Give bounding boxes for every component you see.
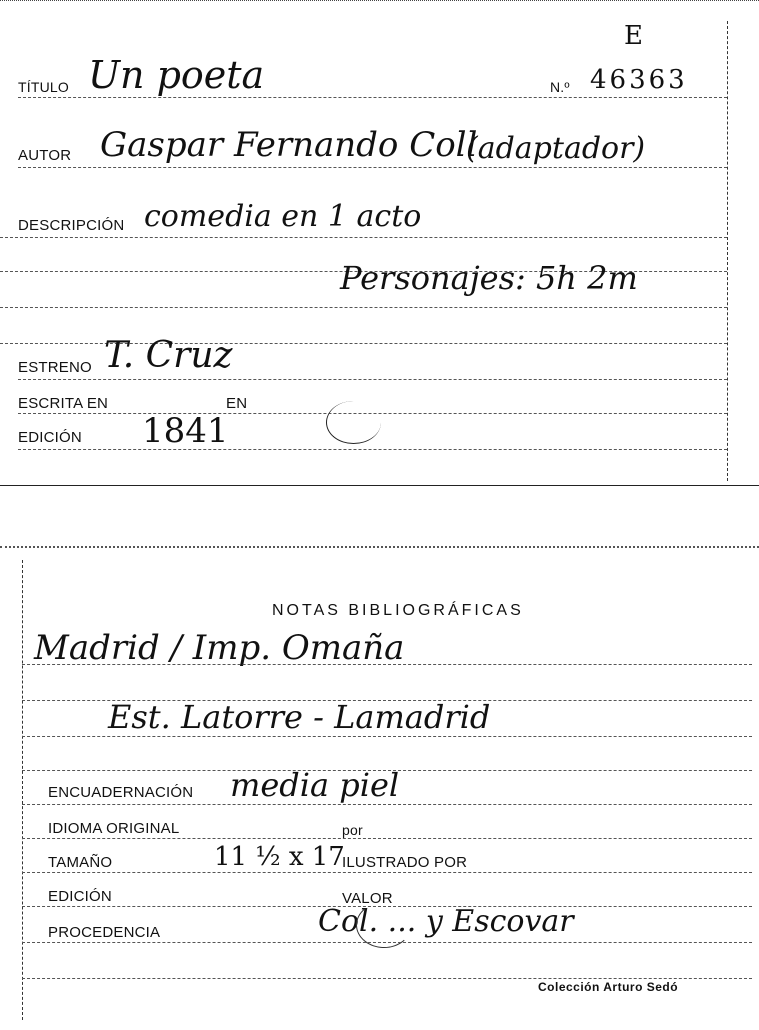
edicion-label: EDICIÓN bbox=[18, 429, 82, 446]
back-rule-6 bbox=[22, 838, 752, 839]
card-bottom-edge bbox=[0, 485, 759, 486]
back-rule-10 bbox=[22, 978, 752, 979]
numero-value: 46363 bbox=[590, 65, 688, 95]
back-edicion-label: EDICIÓN bbox=[48, 888, 112, 905]
autor-value: Gaspar Fernando Coll bbox=[100, 125, 478, 165]
numero-label: N.º bbox=[550, 79, 570, 95]
titulo-value: Un poeta bbox=[88, 53, 265, 97]
back-rule-2 bbox=[22, 700, 752, 701]
card-left-edge bbox=[22, 560, 23, 1020]
catalog-card-back bbox=[0, 546, 759, 1030]
back-rule-1 bbox=[22, 664, 752, 665]
rule-9 bbox=[18, 449, 727, 450]
edicion-value: 1841 bbox=[142, 411, 229, 451]
card-right-edge bbox=[727, 21, 728, 481]
encuadernacion-value: media piel bbox=[230, 766, 400, 804]
back-rule-3 bbox=[22, 736, 752, 737]
descripcion-value: comedia en 1 acto bbox=[144, 199, 422, 234]
estreno-value: T. Cruz bbox=[104, 335, 233, 376]
rule-1 bbox=[18, 97, 727, 98]
procedencia-value: Col. ... y Escovar bbox=[318, 904, 574, 939]
valor-label: VALOR bbox=[342, 890, 393, 907]
notes-line-1: Madrid / Imp. Omaña bbox=[34, 628, 405, 668]
encuadernacion-label: ENCUADERNACIÓN bbox=[48, 784, 194, 801]
estreno-label: ESTRENO bbox=[18, 359, 92, 376]
back-rule-5 bbox=[22, 804, 752, 805]
ilustrado-por-label: ILUSTRADO POR bbox=[342, 854, 468, 871]
rule-3 bbox=[0, 237, 727, 238]
procedencia-label: PROCEDENCIA bbox=[48, 924, 161, 941]
tamano-label: TAMAÑO bbox=[48, 854, 113, 871]
collection-credit: Colección Arturo Sedó bbox=[538, 980, 679, 994]
idioma-por-label: por bbox=[342, 822, 363, 838]
back-rule-7 bbox=[22, 872, 752, 873]
idioma-label: IDIOMA ORIGINAL bbox=[48, 820, 180, 837]
escrita-en-second-label: EN bbox=[226, 395, 248, 412]
punch-hole bbox=[326, 401, 381, 444]
rule-7 bbox=[18, 379, 727, 380]
corner-letter: E bbox=[624, 21, 643, 51]
rule-2 bbox=[18, 167, 727, 168]
autor-label: AUTOR bbox=[18, 147, 72, 164]
notas-heading: NOTAS BIBLIOGRÁFICAS bbox=[272, 602, 524, 619]
rule-5 bbox=[0, 307, 727, 308]
tamano-value: 11 ½ x 17 bbox=[214, 842, 345, 872]
descripcion-label: DESCRIPCIÓN bbox=[18, 217, 125, 234]
descripcion-extra: Personajes: 5h 2m bbox=[340, 259, 638, 297]
catalog-card-front bbox=[0, 0, 759, 493]
escrita-en-label: ESCRITA EN bbox=[18, 395, 109, 412]
notes-line-2: Est. Latorre - Lamadrid bbox=[108, 698, 491, 736]
autor-note: (adaptador) bbox=[466, 131, 646, 166]
titulo-label: TÍTULO bbox=[18, 79, 69, 95]
back-rule-9 bbox=[22, 942, 752, 943]
